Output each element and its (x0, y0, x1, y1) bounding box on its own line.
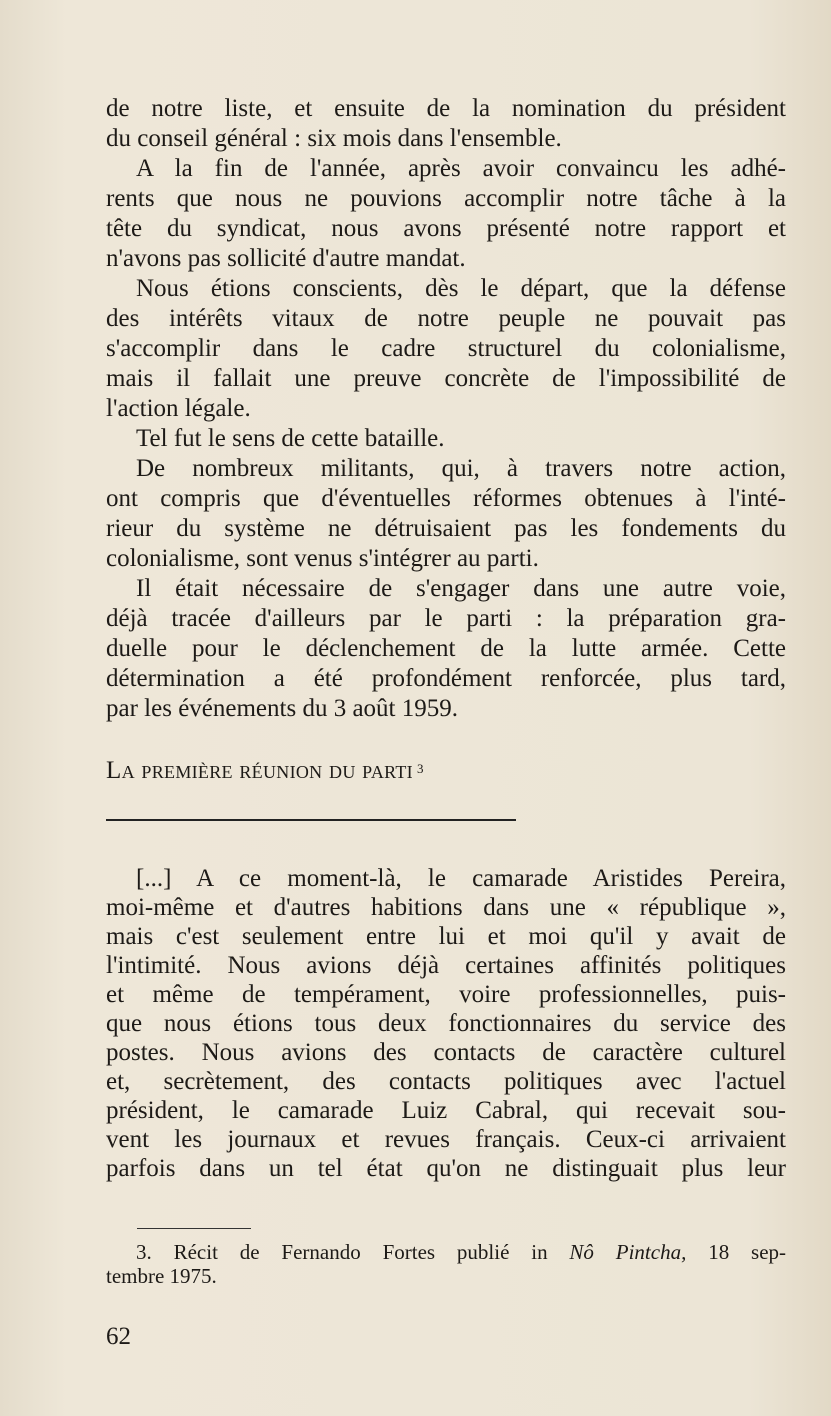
text-line: détermination a été profondément renforcée, plus tard, (106, 665, 786, 692)
text-line: ont compris que d'éventuelles réformes obtenues à l'inté- (106, 485, 786, 512)
footnote-line: tembre 1975. (106, 1264, 217, 1288)
text-line: moi-même et d'autres habitions dans une « république », (106, 894, 786, 921)
text-line: s'accomplir dans le cadre structurel du colonialisme, (106, 335, 786, 362)
heading-underline (106, 819, 516, 821)
text-line: l'intimité. Nous avions déjà certaines affinités politiques (106, 952, 786, 979)
footnote-line (106, 1240, 786, 1264)
text-line: et, secrètement, des contacts politiques avec l'actuel (106, 1068, 786, 1095)
text-line: mais il fallait une preuve concrète de l'impossibilité de (106, 365, 786, 392)
footnote-number: 3. (136, 1240, 152, 1264)
text-line: vent les journaux et revues français. Ceux-ci arrivaient (106, 1126, 786, 1153)
text-line: [...] A ce moment-là, le camarade Aristides Pereira, (136, 865, 786, 892)
section-text (106, 864, 786, 1183)
text-line: A la fin de l'année, après avoir convaincu les adhé- (136, 155, 786, 182)
footnote-separator (137, 1228, 251, 1229)
text-line: de notre liste, et ensuite de la nomination du président (106, 95, 786, 122)
footnote-ref: 3 (416, 761, 424, 776)
page-number: 62 (106, 1323, 131, 1350)
text-line: du conseil général : six mois dans l'ensemble. (106, 125, 562, 152)
text-line: duelle pour le déclenchement de la lutte armée. Cette (106, 635, 786, 662)
text-line: des intérêts vitaux de notre peuple ne pouvait pas (106, 305, 786, 332)
text-line: Il était nécessaire de s'engager dans une autre voie, (136, 575, 786, 602)
text-line: que nous étions tous deux fonctionnaires du service des (106, 1010, 786, 1037)
body-text (106, 94, 786, 724)
footnote-text: 18 sep- (708, 1240, 787, 1264)
text-line: rieur du système ne détruisaient pas les fondements du (106, 515, 786, 542)
text-line: par les événements du 3 août 1959. (106, 695, 458, 722)
text-line: postes. Nous avions des contacts de caractère culturel (106, 1039, 786, 1066)
section-heading (106, 755, 424, 787)
footnote-text: Récit de Fernando Fortes publié in (173, 1240, 548, 1264)
footnote-source: Nô Pintcha, (569, 1240, 687, 1264)
text-line: tête du syndicat, nous avons présenté notre rapport et (106, 215, 786, 242)
text-line: et même de tempérament, voire professionnelles, puis- (106, 981, 786, 1008)
text-line: l'action légale. (106, 395, 251, 422)
text-line: n'avons pas sollicité d'autre mandat. (106, 245, 466, 272)
text-line: De nombreux militants, qui, à travers notre action, (136, 455, 786, 482)
text-line: parfois dans un tel état qu'on ne distinguait plus leur (106, 1155, 786, 1182)
section-heading-text: La première réunion du parti (106, 757, 413, 784)
text-line: mais c'est seulement entre lui et moi qu'il y avait de (106, 923, 786, 950)
text-line: Nous étions conscients, dès le départ, que la défense (136, 275, 786, 302)
text-line: Tel fut le sens de cette bataille. (136, 425, 445, 452)
text-line: déjà tracée d'ailleurs par le parti : la préparation gra- (106, 605, 786, 632)
text-line: rents que nous ne pouvions accomplir notre tâche à la (106, 185, 786, 212)
footnote (106, 1240, 786, 1288)
text-line: colonialisme, sont venus s'intégrer au parti. (106, 545, 539, 572)
text-line: président, le camarade Luiz Cabral, qui recevait sou- (106, 1097, 786, 1124)
